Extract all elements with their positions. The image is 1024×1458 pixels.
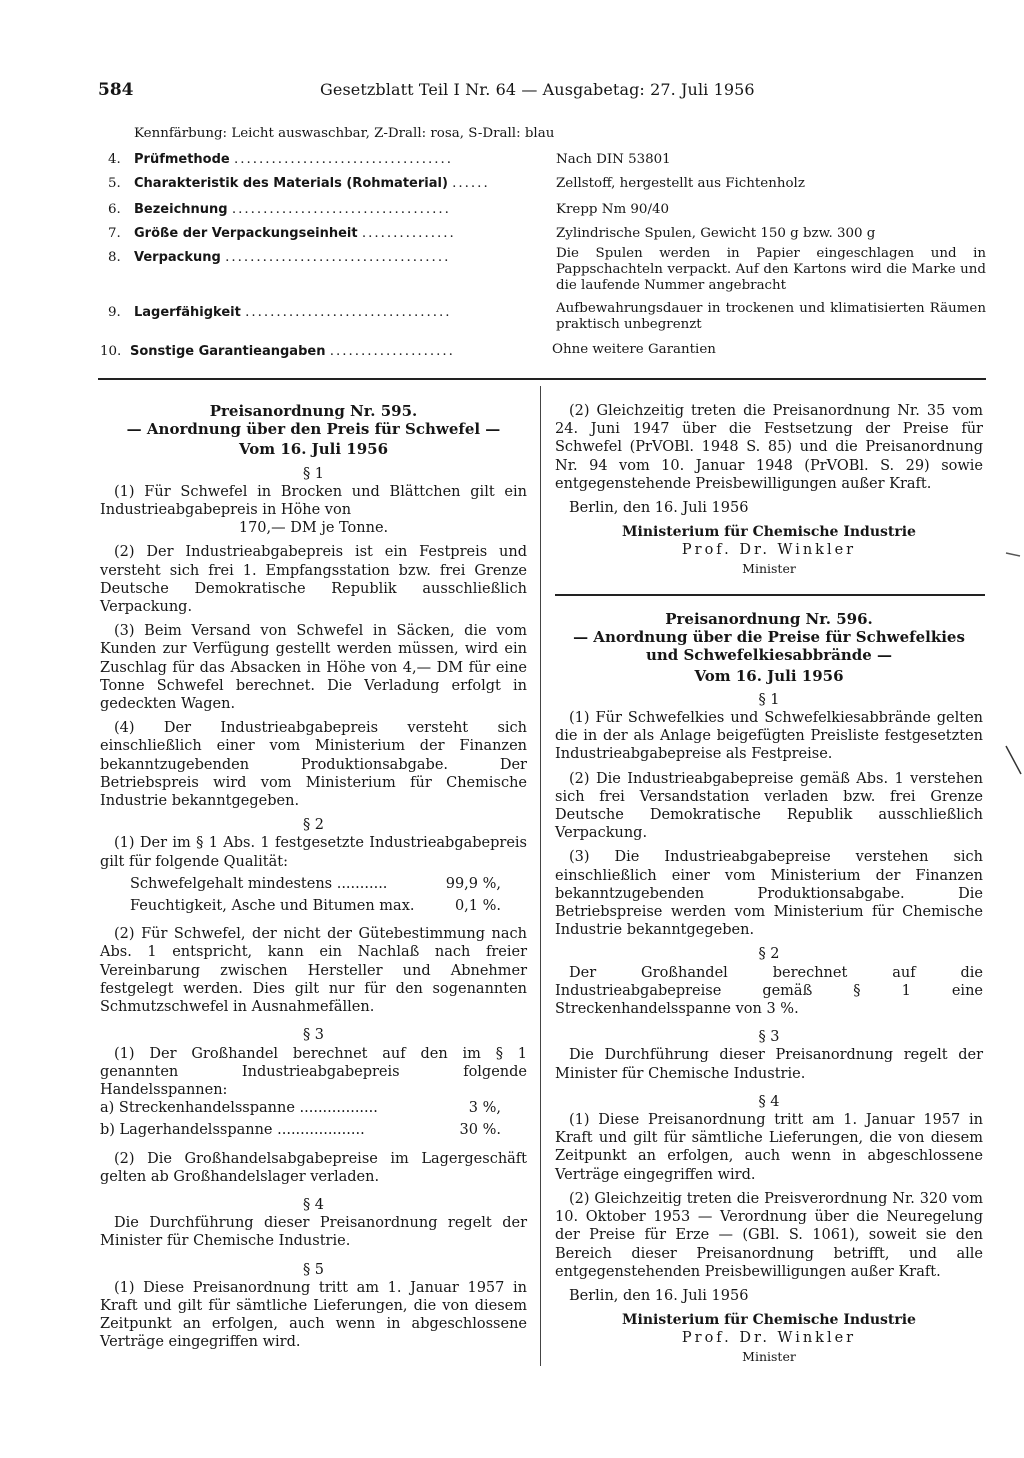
section-divider [98,378,986,380]
signer-role: Minister [742,560,796,576]
scan-mark [1006,553,1020,556]
order-title: Preisanordnung Nr. 596. [665,610,873,628]
section-heading: § 2 [758,946,780,963]
section-heading: § 1 [758,691,780,708]
paragraph: Die Durchführung dieser Preisanordnung regelt der Minister für Chemische Industrie. [555,1047,983,1082]
paragraph: (1) Diese Preisanordnung tritt am 1. Januar 1957 in Kraft und gilt für sämtliche Lieferungen, die von diesem Zeitpunkt an erfolgen, auch wenn in abgeschlossene Verträge eingegriffen wird. [555,1112,983,1183]
order-subtitle-cont: und Schwefelkiesabbrände — [645,646,893,665]
column-divider [540,386,541,1366]
section-divider [555,594,985,596]
spec-row-num: 5. [108,176,121,191]
paragraph: (1) Der im § 1 Abs. 1 festgesetzte Industrieabgabepreis gilt für folgende Qualität: [100,835,527,870]
quality-label: Schwefelgehalt mindestens ........... [130,875,388,892]
order-title: Preisanordnung Nr. 595. [209,402,418,420]
place-date: Berlin, den 16. Juli 1956 [569,500,749,517]
scan-mark [1006,746,1021,774]
margin-value: 3 %, [468,1100,501,1117]
spec-row-value: Die Spulen werden in Papier eingeschlagen und in Pappschachteln verpackt. Auf den Kartons wird die Marke und die laufende Nummer angebracht [556,246,986,293]
section-heading: § 1 [302,465,325,482]
spec-label-text: Sonstige Garantieangaben [130,344,326,359]
spec-row-label [134,226,544,242]
spec-row-label [134,250,544,266]
page-number: 584 [98,80,134,100]
spec-label-text: Lagerfähigkeit [134,305,241,320]
leader-dots: ................................. [245,305,452,320]
paragraph: (3) Beim Versand von Schwefel in Säcken, die vom Kunden zur Verfügung gestellt werden müssen, wird ein Zuschlag für das Absacken in Höhe von 4,— DM für eine Tonne Schwefel berechnet. Die Verladung erfolgt in gedeckten Wagen. [100,623,527,713]
paragraph: (3) Die Industrieabgabepreise verstehen sich einschließlich einer vom Ministerium der Finanzen bekanntzugebenden Produktionsabgabe. Die Betriebspreise werden vom Ministerium für Chemische Industrie bekanntgegeben. [555,849,983,939]
spec-label-text: Verpackung [134,250,221,265]
paragraph: (4) Der Industrieabgabepreis versteht sich einschließlich einer vom Ministerium der Finanzen bekanntzugebenden Produktionsabgabe. Der Betriebspreis wird vom Ministerium für Chemische Industrie bekanntgegeben. [100,720,527,810]
order-date: Vom 16. Juli 1956 [694,666,844,685]
quality-row [100,897,527,915]
paragraph: Die Durchführung dieser Preisanordnung regelt der Minister für Chemische Industrie. [100,1215,527,1250]
spec-label-text: Größe der Verpackungseinheit [134,226,358,241]
paragraph: (1) Für Schwefel in Brocken und Blättchen gilt ein Industrieabgabepreis in Höhe von [100,483,527,519]
right-column [555,402,983,578]
order-subtitle: — Anordnung über die Preise für Schwefelkies [573,628,965,647]
margin-label: a) Streckenhandelsspanne ................. [100,1100,378,1117]
leader-dots: .................... [329,344,455,359]
paragraph: (1) Der Großhandel berechnet auf den im § 1 genannten Industrieabgabepreis folgende Handelsspannen: [100,1045,527,1098]
order-subtitle: — Anordnung über den Preis für Schwefel — [126,420,501,439]
spec-row-num: 9. [108,305,121,320]
spec-label-text: Prüfmethode [134,152,230,167]
signer-name: Prof. Dr. Winkler [681,1330,857,1347]
quality-row [100,875,527,893]
paragraph: (2) Für Schwefel, der nicht der Gütebestimmung nach Abs. 1 entspricht, kann ein Nachlaß nach freier Vereinbarung zwischen Hersteller und Abnehmer festgelegt werden. Dies gilt nur für den sogenannten Schmutzschwefel in Ausnahmefällen. [100,926,527,1016]
spec-row-value: Aufbewahrungsdauer in trockenen und klimatisierten Räumen praktisch unbegrenzt [556,301,986,332]
quality-label: Feuchtigkeit, Asche und Bitumen max. [130,898,415,915]
spec-row-value: Krepp Nm 90/40 [556,202,669,217]
margin-value: 30 %. [459,1122,501,1139]
paragraph: (2) Der Industrieabgabepreis ist ein Festpreis und versteht sich frei 1. Empfangsstation bzw. frei Grenze Deutsche Demokratische Republik ausschließlich Verpackung. [100,544,527,616]
right-column-second-order [555,610,983,1366]
quality-value: 0,1 %. [454,898,501,915]
section-heading: § 3 [302,1027,325,1044]
order-date: Vom 16. Juli 1956 [238,440,389,459]
spec-row-label [130,344,544,360]
spec-label-text: Charakteristik des Materials (Rohmaterial) [134,176,448,191]
ministry-name: Ministerium für Chemische Industrie [622,1312,916,1329]
quality-value: 99,9 %, [445,875,501,892]
spec-row-num: 8. [108,250,121,265]
spec-row-num: 6. [108,202,121,217]
leader-dots: .................................... [225,250,451,265]
section-heading: § 3 [758,1029,780,1046]
section-heading: § 4 [302,1196,325,1213]
paragraph: (2) Gleichzeitig treten die Preisverordnung Nr. 320 vom 10. Oktober 1953 — Verordnung über die Neuregelung der Preise für Erze — (GBl. S. 1061), soweit sie den Bereich dieser Preisanordnung betrifft, und alle entgegenstehenden Preisbewilligungen außer Kraft. [555,1190,983,1280]
paragraph: (2) Die Industrieabgabepreise gemäß Abs. 1 verstehen sich frei Versandstation verladen bzw. frei Grenze Deutsche Demokratische Republik ausschließlich Verpackung. [555,770,983,842]
paragraph: (2) Gleichzeitig treten die Preisanordnung Nr. 35 vom 24. Juni 1947 über die Festsetzung der Preise für Schwefel (PrVOBl. 1948 S. 85) und die Preisanordnung Nr. 94 vom 10. Januar 1948 (PrVOBl. S. 29) sowie entgegenstehende Preisbewilligungen außer Kraft. [555,403,983,492]
spec-row-label [134,176,544,192]
spec-row-value: Zylindrische Spulen, Gewicht 150 g bzw. 300 g [556,226,876,241]
signer-role: Minister [742,1348,796,1364]
paragraph: Der Großhandel berechnet auf die Industrieabgabepreise gemäß § 1 eine Streckenhandelsspanne von 3 %. [555,964,983,1018]
spec-row-value: Zellstoff, hergestellt aus Fichtenholz [556,176,805,191]
paragraph: (2) Die Großhandelsabgabepreise im Lagergeschäft gelten ab Großhandelslager verladen. [100,1150,527,1185]
page-header-title: Gesetzblatt Teil I Nr. 64 — Ausgabetag: 27. Juli 1956 [320,80,755,99]
section-heading: § 2 [302,817,325,834]
spec-row-value: Ohne weitere Garantien [552,342,716,357]
spec-row-label [134,305,544,321]
spec-row-value: Nach DIN 53801 [556,152,671,167]
margin-row [100,1121,527,1139]
margin-row [100,1099,527,1117]
paragraph: (1) Diese Preisanordnung tritt am 1. Januar 1957 in Kraft und gilt für sämtliche Lieferungen, die von diesem Zeitpunkt an erfolgen, auch wenn in abgeschlossene Verträge eingegriffen wird. [100,1279,527,1351]
spec-row-num: 4. [108,152,121,167]
scan-marks [1004,548,1024,788]
section-heading: § 5 [302,1261,325,1278]
spec-row-num: 7. [108,226,121,241]
price-line: 170,— DM je Tonne. [238,520,389,537]
leader-dots: ............... [361,226,456,241]
section-heading: § 4 [758,1093,780,1110]
spec-row-label [134,152,544,168]
signer-name: Prof. Dr. Winkler [681,542,857,559]
leader-dots: ...... [452,176,490,191]
spec-row-label [134,202,544,218]
leader-dots: ................................... [234,152,453,167]
ministry-name: Ministerium für Chemische Industrie [622,524,916,541]
paragraph: (1) Für Schwefelkies und Schwefelkiesabbrände gelten die in der als Anlage beigefügten Preisliste festgesetzten Industrieabgabepreise als Festpreise. [555,710,983,763]
leader-dots: ................................... [231,202,451,217]
spec-row-num: 10. [100,344,122,359]
place-date: Berlin, den 16. Juli 1956 [569,1287,749,1304]
left-column [100,402,527,1352]
spec-intro: Kennfärbung: Leicht auswaschbar, Z-Drall: rosa, S-Drall: blau [134,126,555,141]
margin-label: b) Lagerhandelsspanne ................... [100,1122,365,1139]
spec-label-text: Bezeichnung [134,202,228,217]
